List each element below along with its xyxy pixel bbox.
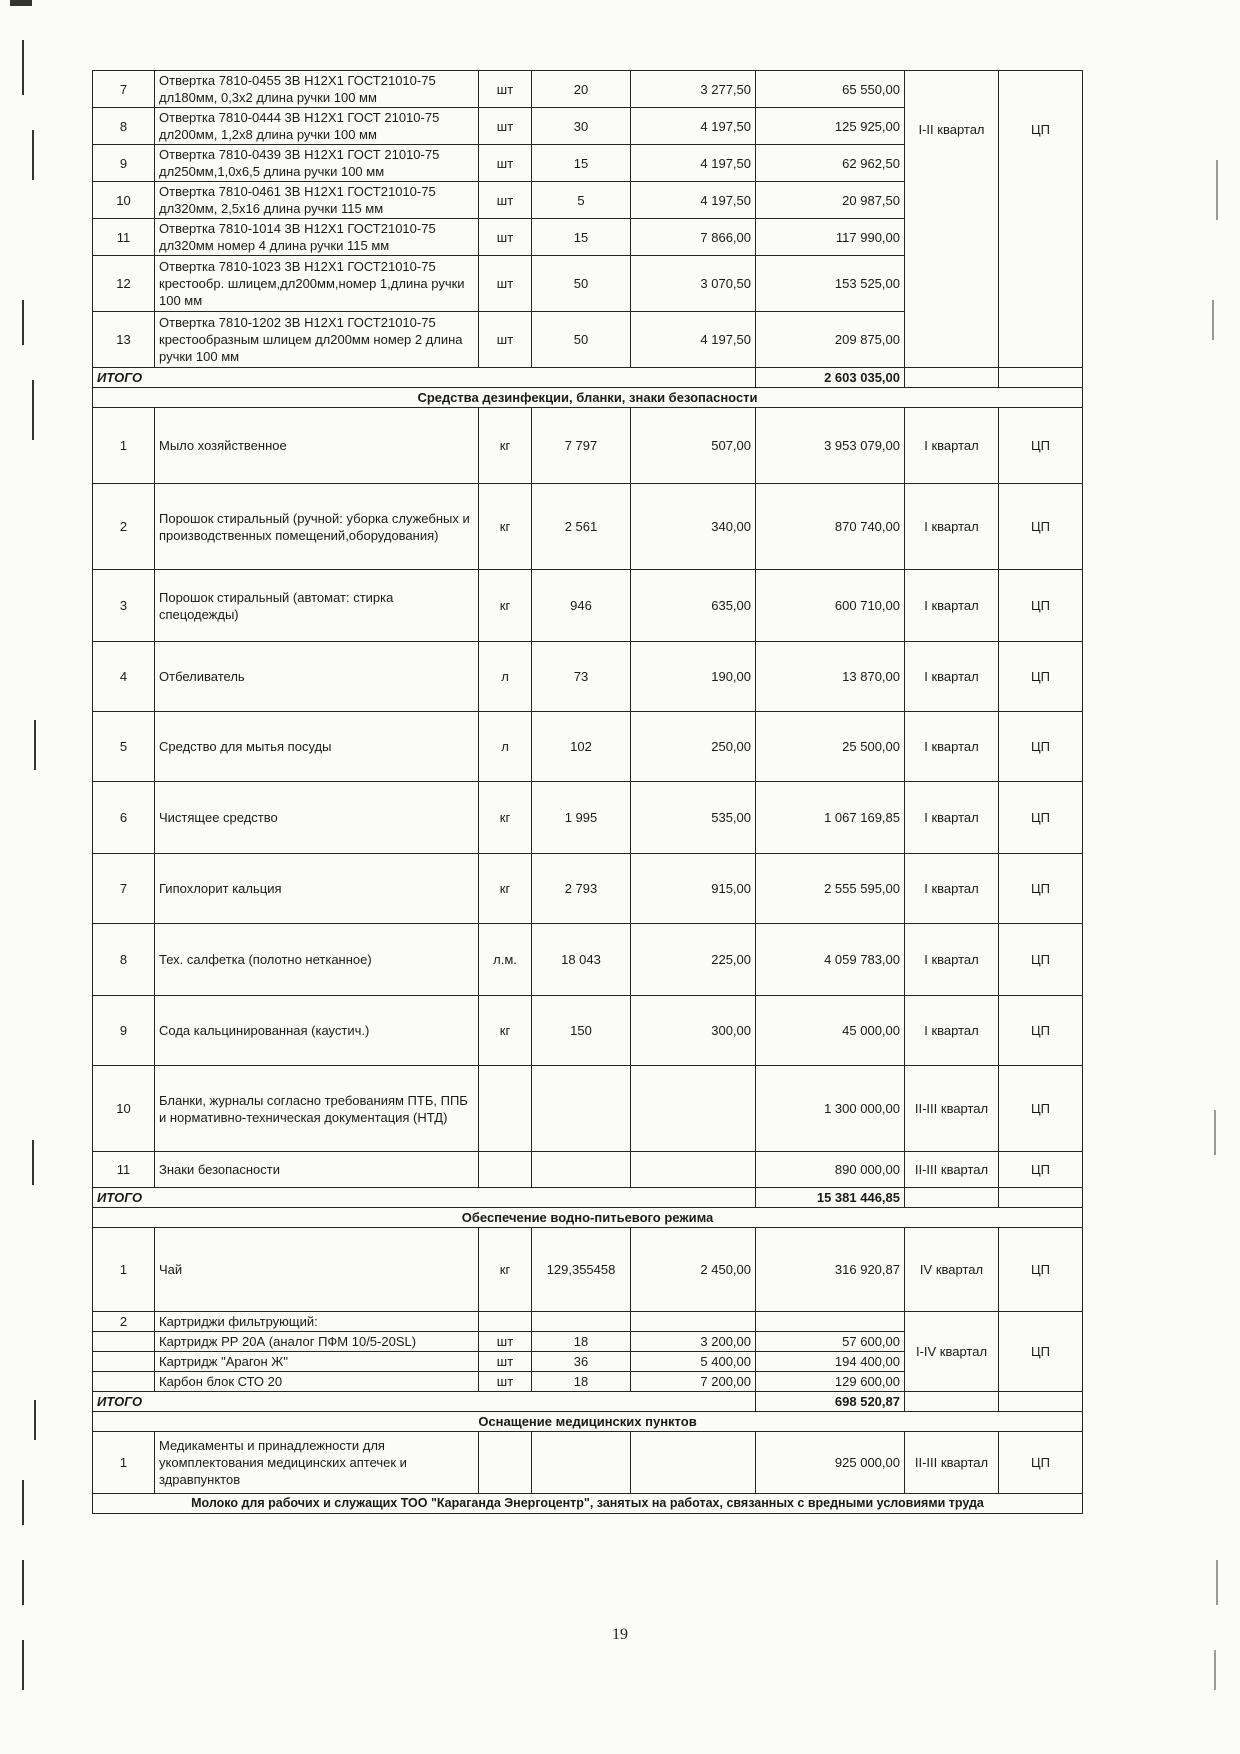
item-sum: 209 875,00 (756, 312, 905, 368)
row-number: 13 (93, 312, 155, 368)
table-row (93, 924, 1083, 996)
row-number: 3 (93, 570, 155, 642)
period-text: I-II квартал (918, 122, 985, 137)
scan-edge-mark (1212, 300, 1214, 340)
empty-cell (93, 1372, 155, 1392)
item-sum: 2 555 595,00 (756, 854, 905, 924)
item-quantity: 18 (532, 1332, 631, 1352)
empty-cell (93, 1332, 155, 1352)
empty-cell (905, 1392, 999, 1412)
total-label: ИТОГО (93, 368, 756, 388)
section-header-row (93, 1494, 1083, 1514)
item-period: I квартал (905, 484, 999, 570)
item-unit (479, 1152, 532, 1188)
table-row (93, 712, 1083, 782)
item-name: Карбон блок СТО 20 (155, 1372, 479, 1392)
item-sum: 129 600,00 (756, 1372, 905, 1392)
item-price (631, 1432, 756, 1494)
row-number: 8 (93, 108, 155, 145)
scan-edge-mark (34, 720, 36, 770)
item-price: 340,00 (631, 484, 756, 570)
item-name: Отвертка 7810-1202 3В Н12Х1 ГОСТ21010-75 крестообразным шлицем дл200мм номер 2 длина ручки 100 мм (155, 312, 479, 368)
item-sum: 65 550,00 (756, 71, 905, 108)
empty-cell (999, 1188, 1083, 1208)
item-price: 7 866,00 (631, 219, 756, 256)
item-quantity: 102 (532, 712, 631, 782)
item-price: 535,00 (631, 782, 756, 854)
item-name: Медикаменты и принадлежности для укомплектования медицинских аптечек и здравпунктов (155, 1432, 479, 1494)
table-row (93, 484, 1083, 570)
item-sum: 890 000,00 (756, 1152, 905, 1188)
item-quantity: 73 (532, 642, 631, 712)
item-sum: 117 990,00 (756, 219, 905, 256)
empty-cell (905, 1188, 999, 1208)
total-sum: 698 520,87 (756, 1392, 905, 1412)
scan-edge-mark (22, 1480, 24, 1525)
row-number: 2 (93, 1312, 155, 1332)
item-price: 300,00 (631, 996, 756, 1066)
scan-edge-mark (32, 380, 34, 440)
item-price: 4 197,50 (631, 182, 756, 219)
item-name: Отвертка 7810-0461 3В Н12Х1 ГОСТ21010-75 дл320мм, 2,5х16 длина ручки 115 мм (155, 182, 479, 219)
item-price: 3 070,50 (631, 256, 756, 312)
row-number: 7 (93, 854, 155, 924)
row-number: 4 (93, 642, 155, 712)
item-unit: шт (479, 145, 532, 182)
item-sum: 3 953 079,00 (756, 408, 905, 484)
scan-edge-mark (22, 1560, 24, 1605)
item-unit: л (479, 712, 532, 782)
table-row (93, 570, 1083, 642)
table-row (93, 1066, 1083, 1152)
item-sum: 25 500,00 (756, 712, 905, 782)
item-quantity: 18 043 (532, 924, 631, 996)
item-price: 2 450,00 (631, 1228, 756, 1312)
item-unit: шт (479, 256, 532, 312)
item-price: 635,00 (631, 570, 756, 642)
item-sum: 125 925,00 (756, 108, 905, 145)
item-name: Чай (155, 1228, 479, 1312)
item-method: ЦП (999, 1228, 1083, 1312)
table-row (93, 1228, 1083, 1312)
item-quantity: 5 (532, 182, 631, 219)
item-name: Картриджи фильтрующий: (155, 1312, 479, 1332)
item-price: 190,00 (631, 642, 756, 712)
item-quantity: 18 (532, 1372, 631, 1392)
item-name: Отвертка 7810-0444 3В Н12Х1 ГОСТ 21010-75 дл200мм, 1,2х8 длина ручки 100 мм (155, 108, 479, 145)
item-unit (479, 1432, 532, 1494)
item-sum: 316 920,87 (756, 1228, 905, 1312)
scan-edge-mark (22, 300, 24, 345)
item-price: 915,00 (631, 854, 756, 924)
row-number: 1 (93, 1432, 155, 1494)
scan-edge-mark (1216, 160, 1218, 220)
item-unit: шт (479, 1332, 532, 1352)
empty-cell (479, 1312, 532, 1332)
empty-cell (999, 1392, 1083, 1412)
item-period: I квартал (905, 408, 999, 484)
item-unit: кг (479, 408, 532, 484)
item-sum: 57 600,00 (756, 1332, 905, 1352)
item-method: ЦП (999, 1152, 1083, 1188)
item-quantity: 50 (532, 312, 631, 368)
item-price (631, 1066, 756, 1152)
item-price: 507,00 (631, 408, 756, 484)
item-price: 4 197,50 (631, 108, 756, 145)
item-quantity: 20 (532, 71, 631, 108)
scan-edge-mark (22, 1640, 24, 1690)
item-unit: кг (479, 484, 532, 570)
table-row (93, 854, 1083, 924)
scan-edge-mark (1216, 1560, 1218, 1605)
item-name: Сода кальцинированная (каустич.) (155, 996, 479, 1066)
item-method: ЦП (999, 570, 1083, 642)
item-quantity: 36 (532, 1352, 631, 1372)
procurement-plan-table (92, 70, 1083, 1514)
item-quantity: 30 (532, 108, 631, 145)
item-unit: кг (479, 1228, 532, 1312)
table-row (93, 642, 1083, 712)
item-sum: 4 059 783,00 (756, 924, 905, 996)
item-unit (479, 1066, 532, 1152)
total-row (93, 368, 1083, 388)
table-row (93, 71, 1083, 108)
row-number: 9 (93, 996, 155, 1066)
item-name: Знаки безопасности (155, 1152, 479, 1188)
total-sum: 15 381 446,85 (756, 1188, 905, 1208)
item-unit: шт (479, 219, 532, 256)
item-sum: 20 987,50 (756, 182, 905, 219)
section-title: Молоко для рабочих и служащих ТОО "Караганда Энергоцентр", занятых на работах, связанных с вредными условиями труда (93, 1494, 1083, 1514)
item-unit: шт (479, 182, 532, 219)
item-name: Чистящее средство (155, 782, 479, 854)
scan-edge-mark (32, 1140, 34, 1185)
item-unit: кг (479, 570, 532, 642)
scan-edge-mark (1214, 1650, 1216, 1690)
row-number: 11 (93, 1152, 155, 1188)
item-period: I квартал (905, 712, 999, 782)
item-quantity: 50 (532, 256, 631, 312)
item-period: I-IV квартал (905, 1312, 999, 1392)
row-number: 7 (93, 71, 155, 108)
item-name: Отвертка 7810-1014 3В Н12Х1 ГОСТ21010-75 дл320мм номер 4 длина ручки 115 мм (155, 219, 479, 256)
item-name: Картридж "Арагон Ж" (155, 1352, 479, 1372)
item-method: ЦП (999, 854, 1083, 924)
row-number: 6 (93, 782, 155, 854)
scan-edge-mark (22, 40, 24, 95)
item-sum: 194 400,00 (756, 1352, 905, 1372)
item-quantity (532, 1152, 631, 1188)
item-unit: кг (479, 782, 532, 854)
empty-cell (631, 1312, 756, 1332)
item-name: Гипохлорит кальция (155, 854, 479, 924)
row-number: 10 (93, 1066, 155, 1152)
item-price: 3 277,50 (631, 71, 756, 108)
scan-edge-mark (32, 130, 34, 180)
item-method: ЦП (999, 1066, 1083, 1152)
item-unit: шт (479, 1352, 532, 1372)
row-number: 9 (93, 145, 155, 182)
item-price: 250,00 (631, 712, 756, 782)
empty-cell (532, 1312, 631, 1332)
item-sum: 1 300 000,00 (756, 1066, 905, 1152)
empty-cell (93, 1352, 155, 1372)
item-period: I квартал (905, 782, 999, 854)
item-price: 4 197,50 (631, 312, 756, 368)
total-sum: 2 603 035,00 (756, 368, 905, 388)
item-unit: л (479, 642, 532, 712)
item-period: II-III квартал (905, 1432, 999, 1494)
item-unit: кг (479, 996, 532, 1066)
item-name: Порошок стиральный (ручной: уборка служебных и производственных помещений,оборудования) (155, 484, 479, 570)
item-unit: шт (479, 1372, 532, 1392)
item-method: ЦП (999, 642, 1083, 712)
empty-cell (905, 368, 999, 388)
item-method (999, 71, 1083, 368)
total-label: ИТОГО (93, 1392, 756, 1412)
item-method: ЦП (999, 924, 1083, 996)
item-quantity: 150 (532, 996, 631, 1066)
method-text: ЦП (1031, 122, 1050, 137)
item-price: 5 400,00 (631, 1352, 756, 1372)
item-quantity (532, 1066, 631, 1152)
item-unit: шт (479, 312, 532, 368)
table-row (93, 1312, 1083, 1332)
item-method: ЦП (999, 408, 1083, 484)
table-row (93, 782, 1083, 854)
item-quantity (532, 1432, 631, 1494)
item-price (631, 1152, 756, 1188)
page-number: 19 (612, 1626, 628, 1643)
item-name: Отвертка 7810-1023 3В Н12Х1 ГОСТ21010-75 крестообр. шлицем,дл200мм,номер 1,длина ручки 100 мм (155, 256, 479, 312)
item-unit: кг (479, 854, 532, 924)
item-sum: 870 740,00 (756, 484, 905, 570)
scan-edge-mark (34, 1400, 36, 1440)
item-period: I квартал (905, 996, 999, 1066)
item-period: I квартал (905, 570, 999, 642)
item-name: Мыло хозяйственное (155, 408, 479, 484)
item-period (905, 71, 999, 368)
item-method: ЦП (999, 996, 1083, 1066)
section-header-row (93, 388, 1083, 408)
row-number: 1 (93, 408, 155, 484)
item-quantity: 15 (532, 145, 631, 182)
total-row (93, 1392, 1083, 1412)
empty-cell (756, 1312, 905, 1332)
row-number: 1 (93, 1228, 155, 1312)
section-header-row (93, 1208, 1083, 1228)
item-name: Отбеливатель (155, 642, 479, 712)
item-price: 225,00 (631, 924, 756, 996)
table-row (93, 1432, 1083, 1494)
item-sum: 13 870,00 (756, 642, 905, 712)
item-sum: 62 962,50 (756, 145, 905, 182)
item-name: Отвертка 7810-0455 3В Н12Х1 ГОСТ21010-75 дл180мм, 0,3х2 длина ручки 100 мм (155, 71, 479, 108)
item-name: Порошок стиральный (автомат: стирка спецодежды) (155, 570, 479, 642)
row-number: 2 (93, 484, 155, 570)
table-row (93, 408, 1083, 484)
item-unit: шт (479, 108, 532, 145)
item-period: I квартал (905, 924, 999, 996)
item-period: I квартал (905, 642, 999, 712)
total-label: ИТОГО (93, 1188, 756, 1208)
item-quantity: 2 561 (532, 484, 631, 570)
table-row (93, 1152, 1083, 1188)
item-quantity: 15 (532, 219, 631, 256)
item-method: ЦП (999, 1432, 1083, 1494)
table-row (93, 996, 1083, 1066)
item-period: IV квартал (905, 1228, 999, 1312)
section-title: Обеспечение водно-питьевого режима (93, 1208, 1083, 1228)
empty-cell (999, 368, 1083, 388)
item-sum: 153 525,00 (756, 256, 905, 312)
item-name: Средство для мытья посуды (155, 712, 479, 782)
item-period: I квартал (905, 854, 999, 924)
item-unit: шт (479, 71, 532, 108)
item-method: ЦП (999, 712, 1083, 782)
item-price: 3 200,00 (631, 1332, 756, 1352)
section-header-row (93, 1412, 1083, 1432)
item-quantity: 129,355458 (532, 1228, 631, 1312)
item-sum: 600 710,00 (756, 570, 905, 642)
item-price: 4 197,50 (631, 145, 756, 182)
section-title: Оснащение медицинских пунктов (93, 1412, 1083, 1432)
total-row (93, 1188, 1083, 1208)
item-name: Отвертка 7810-0439 3В Н12Х1 ГОСТ 21010-75 дл250мм,1,0х6,5 длина ручки 100 мм (155, 145, 479, 182)
scan-edge-mark (1214, 1110, 1216, 1155)
row-number: 10 (93, 182, 155, 219)
item-quantity: 1 995 (532, 782, 631, 854)
item-sum: 45 000,00 (756, 996, 905, 1066)
item-method: ЦП (999, 1312, 1083, 1392)
item-method: ЦП (999, 782, 1083, 854)
item-sum: 1 067 169,85 (756, 782, 905, 854)
item-quantity: 2 793 (532, 854, 631, 924)
item-name: Картридж РР 20А (аналог ПФМ 10/5-20SL) (155, 1332, 479, 1352)
row-number: 8 (93, 924, 155, 996)
item-period: II-III квартал (905, 1152, 999, 1188)
row-number: 11 (93, 219, 155, 256)
item-period: II-III квартал (905, 1066, 999, 1152)
row-number: 5 (93, 712, 155, 782)
item-quantity: 7 797 (532, 408, 631, 484)
section-title: Средства дезинфекции, бланки, знаки безопасности (93, 388, 1083, 408)
item-method: ЦП (999, 484, 1083, 570)
item-name: Тех. салфетка (полотно нетканное) (155, 924, 479, 996)
item-name: Бланки, журналы согласно требованиям ПТБ, ППБ и нормативно-техническая документация (НТД) (155, 1066, 479, 1152)
item-unit: л.м. (479, 924, 532, 996)
scan-bracket-mark (10, 0, 32, 6)
item-sum: 925 000,00 (756, 1432, 905, 1494)
item-price: 7 200,00 (631, 1372, 756, 1392)
item-quantity: 946 (532, 570, 631, 642)
row-number: 12 (93, 256, 155, 312)
